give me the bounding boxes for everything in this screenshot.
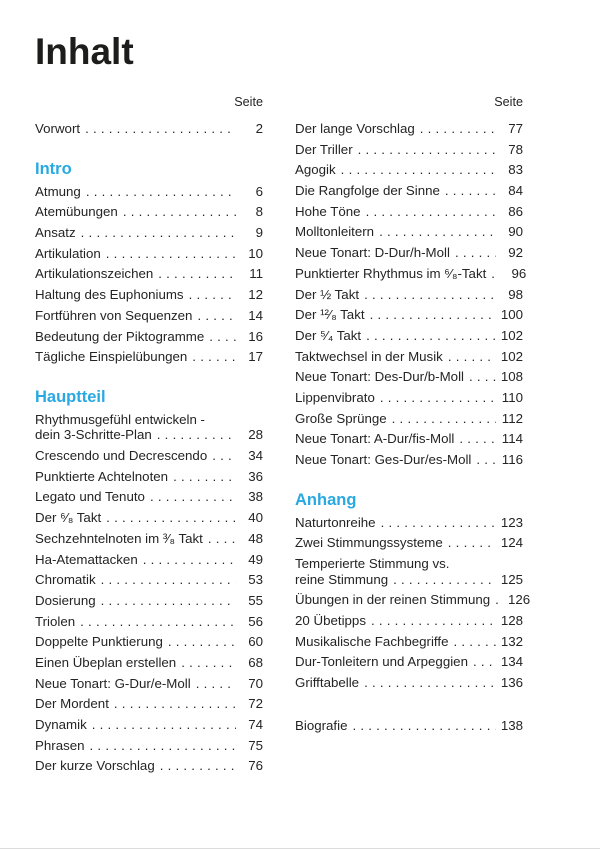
dot-leader (114, 696, 236, 711)
toc-entry-page: 136 (500, 675, 523, 690)
toc-entry-page: 70 (248, 675, 263, 691)
dot-leader (473, 654, 496, 669)
toc-entry (35, 246, 263, 267)
toc-entry (35, 510, 263, 531)
toc-entry (35, 614, 263, 635)
dot-leader (453, 634, 496, 649)
dot-leader (459, 431, 496, 446)
toc-entry (295, 369, 523, 390)
dot-leader (393, 572, 496, 587)
dot-leader (209, 329, 236, 344)
toc-entry-page: 112 (501, 410, 523, 426)
toc-entry (295, 328, 523, 349)
toc-entry (295, 613, 523, 634)
toc-entry-label: Ansatz (35, 225, 76, 241)
toc-entry-label: Punktierte Achtelnoten (35, 468, 169, 484)
dot-leader (106, 246, 236, 261)
dot-leader (448, 535, 496, 550)
toc-entry-page: 100 (500, 307, 523, 323)
toc-entry-label: Bedeutung der Piktogramme (35, 328, 205, 344)
toc-entry-label: Übungen in der reinen Stimmung (295, 592, 491, 608)
toc-entry (295, 121, 523, 142)
toc-entry-page: 8 (255, 204, 263, 220)
toc-entry (35, 349, 263, 370)
toc-entry-label: Biografie (295, 717, 348, 733)
toc-entry-page: 114 (501, 431, 523, 447)
toc-entry-label: Atmung (35, 183, 81, 199)
toc-entry-label: Der ⁵⁄₄ Takt (295, 327, 362, 343)
dot-leader (158, 266, 236, 281)
dot-leader (420, 121, 496, 136)
toc-entry-label: Haltung des Euphoniums (35, 287, 184, 303)
page-column-header: Seite (234, 95, 263, 109)
dot-leader (392, 411, 496, 426)
toc-entry-label: Der ½ Takt (295, 286, 360, 302)
toc-entry-page: 34 (248, 448, 263, 464)
toc-entry-page: 116 (501, 452, 523, 467)
dot-leader (189, 287, 236, 302)
toc-entry-label: Der Mordent (35, 696, 109, 712)
toc-entry-label: Taktwechsel in der Musik (295, 348, 443, 364)
toc-entry-label: Der kurze Vorschlag (35, 758, 155, 774)
toc-entry-label: Tägliche Einspielübungen (35, 349, 188, 365)
toc-entry-page: 77 (508, 121, 523, 136)
toc-block (35, 387, 263, 779)
dot-leader (364, 675, 496, 690)
toc-entry-label: Neue Tonart: A-Dur/fis-Moll (295, 431, 455, 447)
toc-entry (35, 266, 263, 287)
toc-block (295, 121, 527, 473)
toc-entry-label: reine Stimmung (295, 571, 389, 587)
toc-block (35, 159, 263, 370)
toc-entry-page: 102 (500, 348, 523, 364)
toc-entry-page: 12 (248, 287, 263, 303)
toc-entry (35, 287, 263, 308)
toc-entry (35, 572, 263, 593)
toc-entry (35, 531, 263, 552)
toc-entry (295, 245, 523, 266)
dot-leader (364, 287, 496, 302)
toc-entry (35, 489, 263, 510)
toc-entry (35, 225, 263, 246)
dot-leader (491, 266, 499, 281)
dot-leader (341, 162, 496, 177)
toc-entry (295, 452, 523, 473)
dot-leader (445, 183, 496, 198)
toc-entry-label: Dynamik (35, 717, 87, 732)
toc-entry-label: Doppelte Punktierung (35, 634, 163, 650)
dot-leader (379, 224, 496, 239)
toc-entry-page: 124 (500, 535, 523, 551)
toc-entry (35, 655, 263, 676)
toc-entry-page: 48 (248, 530, 263, 546)
dot-leader (366, 204, 496, 219)
toc-entry (295, 390, 523, 411)
toc-entry-label: Dosierung (35, 592, 96, 608)
toc-entry-label: Neue Tonart: Des-Dur/b-Moll (295, 369, 464, 385)
dot-leader (208, 531, 236, 546)
toc-entry (35, 184, 263, 205)
toc-entry-page: 14 (248, 307, 263, 323)
toc-entry-page: 90 (508, 224, 523, 240)
dot-leader (380, 390, 496, 405)
toc-column-1 (35, 90, 263, 779)
toc-entry (295, 675, 523, 696)
dot-leader (476, 452, 496, 467)
toc-entry-label: Einen Übeplan erstellen (35, 654, 177, 670)
toc-entry-page: 96 (511, 265, 527, 281)
dot-leader (101, 572, 236, 587)
dot-leader (358, 142, 496, 157)
toc-entry (35, 717, 263, 738)
toc-entry (295, 572, 523, 593)
toc-entry-page: 138 (500, 717, 523, 733)
toc-entry-page: 98 (508, 286, 523, 302)
dot-leader (157, 427, 236, 442)
toc-entry-label: Punktierter Rhythmus im ⁶⁄₈-Takt (295, 265, 487, 281)
toc-entry-label: Temperierte Stimmung vs. (295, 556, 450, 572)
toc-entry (295, 162, 523, 183)
toc-entry-label: Legato und Tenuto (35, 489, 145, 505)
dot-leader (92, 717, 236, 732)
toc-entry (295, 349, 523, 370)
toc-entry (295, 204, 523, 225)
toc-entry-page: 56 (248, 613, 263, 629)
toc-entry-page: 6 (255, 183, 263, 199)
dot-leader (90, 738, 236, 753)
toc-entry-label: Der Triller (295, 141, 353, 157)
dot-leader (455, 245, 496, 260)
toc-entry-page: 28 (248, 427, 263, 443)
toc-entry-label: Rhythmusgefühl entwickeln - (35, 411, 205, 427)
dot-leader (81, 225, 236, 240)
dot-leader (143, 552, 236, 567)
toc-entry-page: 53 (248, 572, 263, 588)
toc-entry-label: Artikulation (35, 245, 101, 261)
toc-entry (295, 307, 523, 328)
toc-entry-label: Artikulationszeichen (35, 266, 154, 282)
toc-entry-page: 102 (500, 327, 523, 343)
toc-entry-page: 38 (248, 489, 263, 505)
toc-entry-label: Agogik (295, 162, 336, 178)
dot-leader (196, 676, 236, 691)
toc-column-2 (295, 90, 531, 738)
toc-block (295, 718, 523, 739)
toc-block (35, 121, 263, 142)
toc-entry-page: 9 (255, 225, 263, 241)
toc-entry-label: Zwei Stimmungssysteme (295, 535, 443, 551)
toc-entry-page: 83 (508, 162, 523, 178)
section-heading: Anhang (295, 490, 357, 509)
page-column-header: Seite (494, 95, 523, 109)
toc-entry (295, 654, 523, 675)
toc-entry-page: 134 (500, 654, 523, 670)
toc-entry-label: Neue Tonart: Ges-Dur/es-Moll (295, 452, 472, 467)
toc-entry (295, 431, 523, 452)
toc-entry (295, 224, 523, 245)
dot-leader (448, 349, 496, 364)
dot-leader (381, 515, 496, 530)
toc-entry-page: 55 (248, 592, 263, 608)
toc-entry (35, 329, 263, 350)
toc-entry (295, 634, 523, 655)
toc-block (295, 490, 531, 696)
dot-leader (86, 184, 236, 199)
toc-entry (35, 552, 263, 573)
toc-entry-page: 78 (508, 141, 523, 157)
toc-entry-label: Musikalische Fachbegriffe (295, 633, 449, 649)
toc-entry-page: 76 (248, 758, 263, 774)
toc-entry-label: Ha-Atemattacken (35, 551, 138, 567)
toc-entry-label: Phrasen (35, 737, 85, 753)
page-title: Inhalt (35, 31, 134, 72)
toc-entry-page: 60 (248, 634, 263, 650)
toc-entry-label: Atemübungen (35, 204, 118, 220)
toc-entry-label: Vorwort (35, 121, 81, 136)
toc-entry-label: Der lange Vorschlag (295, 121, 415, 136)
dot-leader (123, 204, 236, 219)
toc-entry-page: 123 (500, 514, 523, 530)
toc-entry-page: 92 (508, 245, 523, 261)
toc-entry-label: Naturtonreihe (295, 514, 376, 530)
toc-entry-line1 (295, 556, 523, 572)
toc-entry (35, 427, 263, 448)
section-heading: Hauptteil (35, 387, 106, 406)
toc-entry-label: Der ¹²⁄₈ Takt (295, 307, 365, 323)
section-heading: Intro (35, 159, 72, 178)
toc-entry-page: 68 (248, 654, 263, 670)
toc-entry (295, 411, 523, 432)
toc-entry-page: 17 (248, 349, 263, 365)
toc-entry-page: 40 (248, 510, 263, 526)
toc-entry-label: Der ⁶⁄₈ Takt (35, 510, 102, 526)
toc-entry-label: Chromatik (35, 572, 96, 588)
toc-entry-label: Dur-Tonleitern und Arpeggien (295, 654, 468, 670)
toc-entry-page: 84 (508, 183, 523, 199)
toc-entry (35, 121, 263, 142)
dot-leader (160, 758, 236, 773)
toc-entry (35, 204, 263, 225)
toc-entry (295, 183, 523, 204)
toc-entry-page: 125 (500, 571, 523, 587)
toc-entry-label: Crescendo und Decrescendo (35, 448, 208, 464)
toc-entry-page: 10 (248, 245, 263, 261)
toc-entry-label: Hohe Töne (295, 203, 361, 219)
toc-entry-line1 (35, 412, 263, 428)
dot-leader (352, 718, 496, 733)
toc-entry (295, 265, 527, 287)
dot-leader (101, 593, 236, 608)
dot-leader (197, 308, 236, 323)
dot-leader (371, 613, 496, 628)
toc-entry (295, 515, 523, 536)
toc-entry (295, 592, 531, 613)
toc-entry-page: 11 (249, 266, 263, 282)
toc-entry-page: 75 (248, 737, 263, 753)
toc-entry (295, 142, 523, 163)
toc-entry-page: 128 (500, 612, 523, 628)
toc-entry-page: 126 (507, 592, 531, 608)
toc-entry (35, 448, 263, 469)
toc-entry-page: 74 (248, 717, 263, 732)
dot-leader (370, 307, 496, 322)
dot-leader (469, 369, 496, 384)
toc-entry-page: 72 (248, 696, 263, 712)
toc-entry-label: Neue Tonart: G-Dur/e-Moll (35, 675, 191, 691)
toc-entry (295, 287, 523, 308)
toc-entry (35, 696, 263, 717)
toc-entry-label: Fortführen von Sequenzen (35, 307, 193, 323)
toc-entry (35, 308, 263, 329)
dot-leader (173, 469, 236, 484)
toc-entry-label: Lippenvibrato (295, 389, 375, 405)
toc-entry-page: 110 (501, 389, 523, 405)
toc-entry-label: Grifftabelle (295, 675, 360, 690)
dot-leader (192, 349, 236, 364)
toc-entry-label: Neue Tonart: D-Dur/h-Moll (295, 245, 450, 261)
toc-entry (35, 593, 263, 614)
dot-leader (495, 592, 503, 607)
toc-entry-label: Molltonleitern (295, 224, 375, 240)
toc-entry-page: 132 (500, 633, 523, 649)
toc-entry-page: 49 (248, 551, 263, 567)
toc-entry-page: 108 (500, 369, 523, 385)
toc-entry-page: 36 (248, 468, 263, 484)
toc-entry-label: 20 Übetipps (295, 612, 366, 628)
toc-entry (35, 738, 263, 759)
toc-entry-label: Sechzehntelnoten im ³⁄₈ Takt (35, 530, 203, 546)
toc-entry (35, 634, 263, 655)
toc-entry (35, 758, 263, 779)
toc-entry (295, 718, 523, 739)
dot-leader (366, 328, 496, 343)
toc-entry (35, 676, 263, 697)
dot-leader (106, 510, 236, 525)
toc-entry (295, 535, 523, 556)
dot-leader (80, 614, 236, 629)
toc-entry-label: Die Rangfolge der Sinne (295, 183, 440, 199)
toc-entry-page: 2 (255, 121, 263, 136)
dot-leader (168, 634, 236, 649)
toc-entry-label: Große Sprünge (295, 410, 387, 426)
dot-leader (181, 655, 236, 670)
toc-entry-label: Triolen (35, 613, 76, 629)
toc-entry-label: dein 3-Schritte-Plan (35, 427, 152, 443)
toc-entry (35, 469, 263, 490)
dot-leader (85, 121, 236, 136)
toc-entry-page: 86 (508, 203, 523, 219)
dot-leader (212, 448, 236, 463)
toc-entry-page: 16 (248, 328, 263, 344)
dot-leader (150, 489, 236, 504)
